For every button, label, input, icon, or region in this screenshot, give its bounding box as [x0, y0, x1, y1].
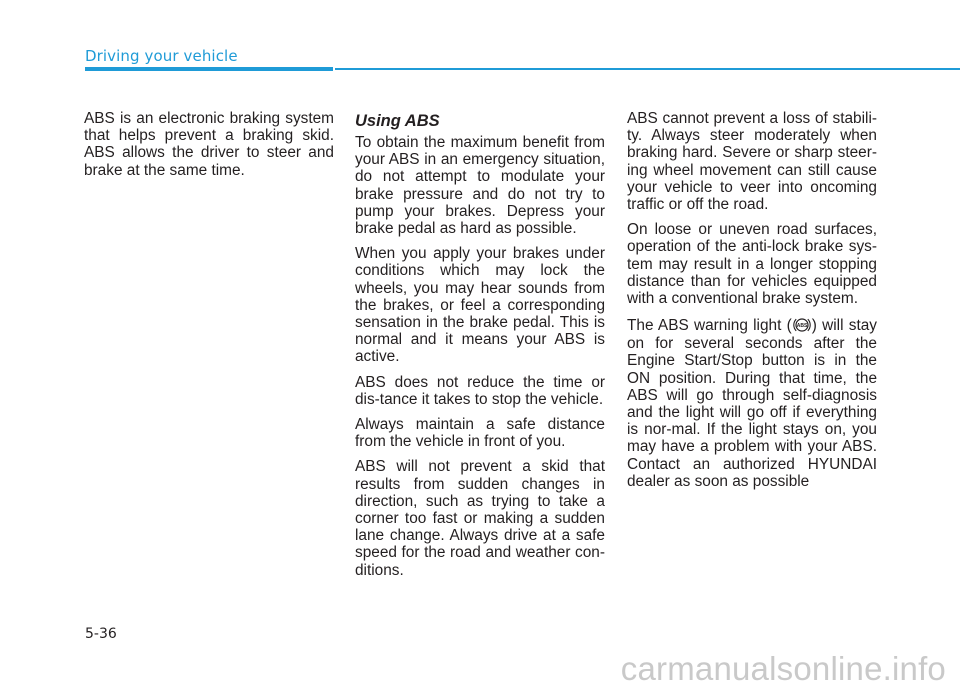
- header-rule-thin: [335, 68, 960, 70]
- warning-light-text-before: The ABS warning light (: [627, 317, 792, 335]
- paragraph: To obtain the maximum benefit from your ABS in an emergency situation, do not attempt to modulate your brake pressure and do not try to pump your brakes. Depress your brake pedal as hard as possible.: [355, 134, 605, 238]
- column-2: [355, 111, 605, 587]
- section-title: Driving your vehicle: [85, 47, 238, 65]
- abs-warning-icon: [792, 315, 812, 335]
- warning-light-paragraph: [627, 315, 877, 490]
- abs-icon-label: ABS: [796, 323, 808, 330]
- paragraph: ABS does not reduce the time or dis-tance it takes to stop the vehicle.: [355, 373, 605, 408]
- paragraph: ABS cannot prevent a loss of stabili-ty. Always steer moderately when braking hard. Severe or sharp steer-ing wheel movement can still cause your vehicle to veer into oncoming traffic or off the road.: [627, 110, 877, 214]
- paragraph: When you apply your brakes under conditions which may lock the wheels, you may hear sounds from the brakes, or feel a corresponding sensation in the brake pedal. This is normal and it means your ABS is active.: [355, 245, 605, 366]
- warning-light-text-after: ) will stay on for several seconds after the Engine Start/Stop button is in the ON position. During that time, the ABS will go through self-diagnosis and the light will go off if everything is nor-mal. If the light stays on, you may have a problem with your ABS. Contact an authorized HYUNDAI dealer as soon as possible: [627, 317, 878, 490]
- paragraph: Always maintain a safe distance from the vehicle in front of you.: [355, 416, 605, 451]
- header-rule-thick: [85, 67, 333, 71]
- paragraph: ABS will not prevent a skid that results from sudden changes in direction, such as trying to take a corner too fast or making a sudden lane change. Always drive at a safe speed for the road and weather con-ditions.: [355, 458, 605, 579]
- subheading-using-abs: Using ABS: [355, 112, 440, 130]
- column-3: [627, 110, 877, 498]
- paragraph: On loose or uneven road surfaces, operation of the anti-lock brake sys-tem may result in a longer stopping distance than for vehicles equipped with a conventional brake system.: [627, 221, 877, 308]
- column-1: [84, 110, 334, 187]
- page-number: 5-36: [85, 626, 117, 642]
- intro-paragraph: ABS is an electronic braking system that helps prevent a braking skid. ABS allows the driver to steer and brake at the same time.: [84, 110, 334, 179]
- watermark: carmanualsonline.info: [620, 650, 946, 687]
